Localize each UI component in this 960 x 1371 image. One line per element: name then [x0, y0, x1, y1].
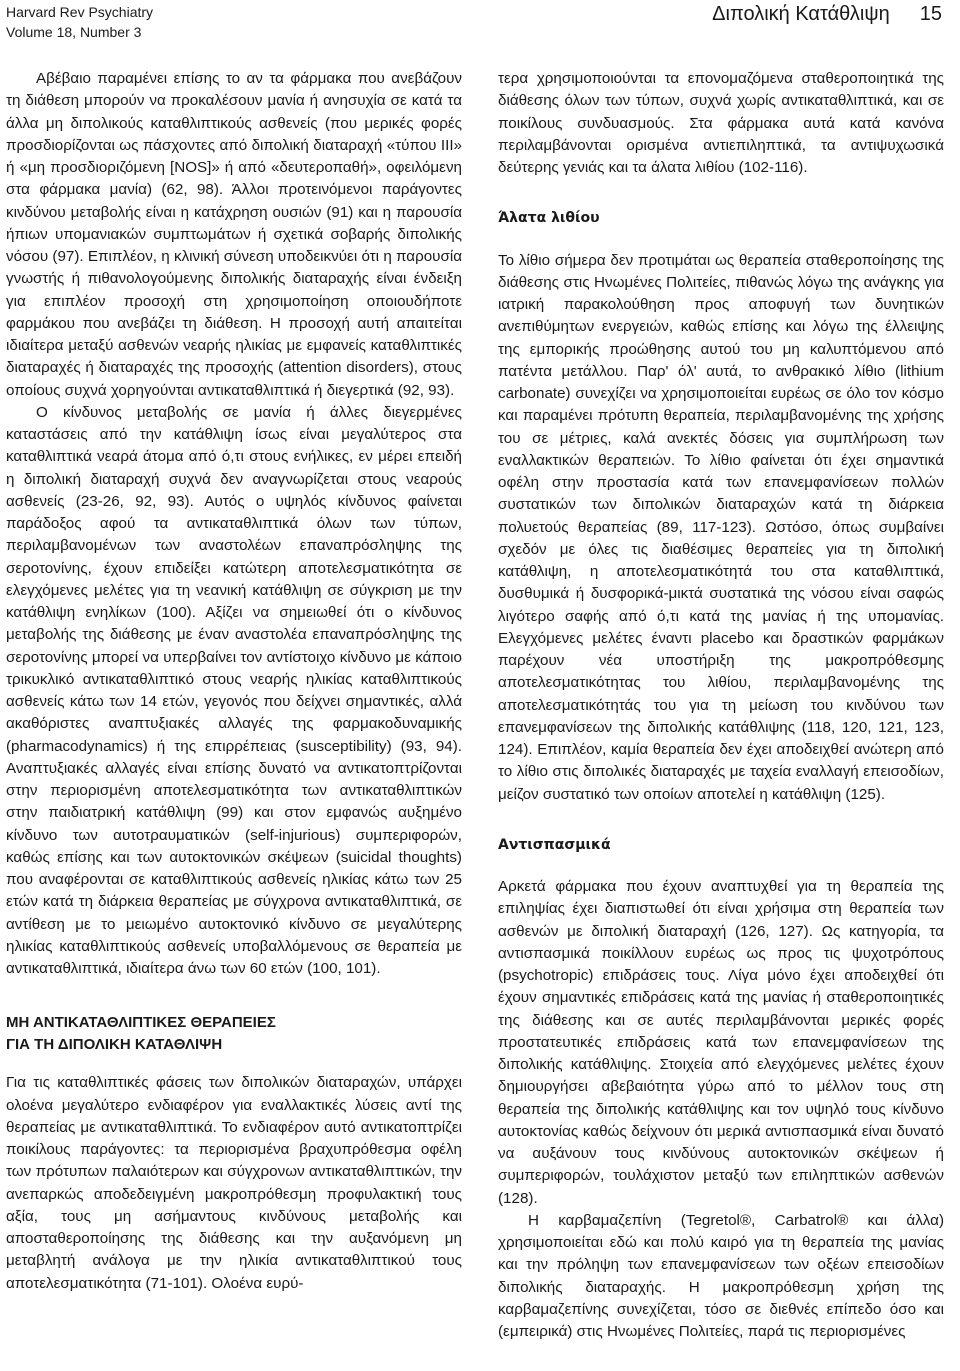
- paragraph: Αβέβαιο παραμένει επίσης το αν τα φάρμακα που ανεβάζουν τη διάθεση μπορούν να προκαλέσουν μανία ή ανησυχία σε κατά τα άλλα μη διπολικούς καταθλιπτικούς ασθενείς (που μερικές φορές προσδιορίζονται ως πάσχοντες από διπολική διαταραχή «τύπου ΙΙΙ» ή «μη προσδιοριζόμενη [NOS]» ή από «δευτεροπαθή», οφειλόμενη στα φάρμακα μανία) (62, 98). Άλλοι προτεινόμενοι παράγοντες κινδύνου μεταβολής είναι η κατάχρηση ουσιών (91) και η παρουσία ήπιων υπομανιακών συμπτωμάτων ή σχετικά σοβαρής διπολικής νόσου (97). Επιπλέον, η κλινική σύνεση υποδεικνύει ότι η παρουσία γνωστής ή πιθανολογούμενης διπολικής διαταραχής είναι ένδειξη για επιπλέον προσοχή στη χρησιμοποίηση οποιουδήποτε φαρμάκου που ανεβάζει τη διάθεση. Η προσοχή αυτή απαιτείται ιδιαίτερα μεταξύ ασθενών νεαρής ηλικίας με εμφανείς καταθλιπτικές διαταραχές ή διαταραχές της προσοχής (attention disorders), στους οποίους συχνά χορηγούνται αντικαταθλιπτικά ή διεγερτικά (92, 93).: [6, 70, 462, 399]
- paragraph: Για τις καταθλιπτικές φάσεις των διπολικών διαταραχών, υπάρχει ολοένα μεγαλύτερο ενδιαφέρον για εναλλακτικές λύσεις αντί της θεραπείας με αντικαταθλιπτικά. Το ενδιαφέρον αυτό αντικατοπτρίζει ποικίλους παράγοντες: τα περιορισμένα βραχυπρόθεσμα οφέλη των πρότυπων παλαιότερων και σύγχρονων αντικαταθλιπτικών, την ανεπαρκώς αποδεδειγμένη μακροπρόθεσμη προφυλακτική τους αξία, τους μη ασήμαντους κινδύνους μεταβολής και αποσταθεροποίησης της διάθεσης και την αυξανόμενη μη μεταβλητή ανάλογα με την ηλικία αντικαταθλιπτικού τους αποτελεσματικότητα (71-101). Ολοένα ευρύ-: [6, 1074, 462, 1292]
- paragraph: Η καρβαμαζεπίνη (Tegretol®, Carbatrol® και άλλα) χρησιμοποιείται εδώ και πολύ καιρό για τη θεραπεία της μανίας και την πρόληψη των επανεμφανίσεων των οξέων επεισοδίων διπολικής διαταραχής. Η μακροπρόθεσμη χρήση της καρβαμαζεπίνης συνεχίζεται, τόσο σε διεθνές επίπεδο όσο και (εμπειρικά) στις Ηνωμένες Πολιτείες, παρά τις περιορισμένες: [498, 1211, 944, 1340]
- section-title: Διπολική Κατάθλιψη: [712, 3, 890, 25]
- paragraph: τερα χρησιμοποιούνται τα επονομαζόμενα σταθεροποιητικά της διάθεσης όλων των τύπων, συχνά χωρίς αντικαταθλιπτικά, και σε ποικίλους συνδυασμούς. Στα φάρμακα αυτά κατά κανόνα περιλαμβάνονται ορισμένα αντιεπιληπτικά, τα αντιψυχωσικά δεύτερης γενιάς και τα άλατα λιθίου (102-116).: [498, 70, 944, 176]
- subsection-heading-lithium: Άλατα λιθίου: [498, 210, 600, 227]
- running-header-right: [712, 2, 942, 26]
- paragraph: Το λίθιο σήμερα δεν προτιμάται ως θεραπεία σταθεροποίησης της διάθεσης στις Ηνωμένες Πολιτείες, πιθανώς λόγω της ανάγκης για ιατρική παρακολούθηση προς αποφυγή των δυνητικών ανεπιθύμητων ενεργειών, καθώς επίσης και λόγω της έλλειψης της εμπορικής προώθησης αυτού του μη καλυπτόμενου από πατέντα μετάλλου. Παρ' όλ' αυτά, το ανθρακικό λίθιο (lithium carbonate) συνεχίζει να χρησιμοποιείται ευρέως σε όλο τον κόσμο και παραμένει πρότυπη θεραπεία, περιλαμβανομένης της χρήσης του σε μέτριες, καλά ανεκτές δόσεις για συμπλήρωση των εναλλακτικών θεραπειών. Το λίθιο φαίνεται ότι έχει σημαντικά οφέλη στην προστασία κατά των επανεμφανίσεων πολλών συστατικών των διπολικών διαταραχών κατά τη διάρκεια πολυετούς θεραπείας (89, 117-123). Ωστόσο, όπως συμβαίνει σχεδόν με όλες τις διαθέσιμες θεραπείες για τη διπολική κατάθλιψη, η αποτελεσματικότητά του στα καταθλιπτικά, δυσθυμικά ή δυσφορικά-μικτά συστατικά της νόσου είναι σαφώς λιγότερο σαφής από ό,τι κατά της μανίας ή της υπομανίας. Ελεγχόμενες μελέτες έναντι placebo και δραστικών φαρμάκων παρέχουν νέα υποστήριξη της μακροπρόθεσμης αποτελεσματικότητας του λιθίου, περιλαμβανομένης της αποτελεσματικότητάς του για τη μείωση του κινδύνου των επανεμφανίσεων της διπολικής κατάθλιψης (118, 120, 121, 123, 124). Επιπλέον, καμία θεραπεία δεν έχει αποδειχθεί ανώτερη από το λίθιο στις διπολικές διαταραχές με ταχεία εναλλαγή επεισοδίων, μείζον συστατικό των οποίων αποτελεί η κατάθλιψη (125).: [498, 251, 944, 803]
- volume-info: Volume 18, Number 3: [6, 24, 142, 40]
- section-heading-line1: ΜΗ ΑΝΤΙΚΑΤΑΘΛΙΠΤΙΚΕΣ ΘΕΡΑΠΕΙΕΣ: [6, 1014, 276, 1032]
- subsection-heading-anticonvulsants: Αντισπασμικά: [498, 836, 611, 853]
- left-column: [6, 68, 462, 1295]
- journal-name: Harvard Rev Psychiatry: [6, 4, 154, 20]
- page-number: 15: [919, 3, 942, 25]
- section-heading-line2: ΓΙΑ ΤΗ ΔΙΠΟΛΙΚΗ ΚΑΤΑΘΛΙΨΗ: [6, 1036, 223, 1054]
- paragraph: Ο κίνδυνος μεταβολής σε μανία ή άλλες διεγερμένες καταστάσεις από την κατάθλιψη ίσως είναι μεγαλύτερος στα καταθλιπτικά νεαρά άτομα από ό,τι στους ενήλικες, εν μέρει επειδή η διπολική διαταραχή συχνά δεν αναγνωρίζεται στους νεαρούς ασθενείς (23-26, 92, 93). Αυτός ο υψηλός κίνδυνος φαίνεται παράδοξος αφού τα αντικαταθλιπτικά όλων των τύπων, περιλαμβανομένων των αναστολέων επαναπρόσληψης της σεροτονίνης, έχουν επιδείξει κατώτερη αποτελεσματικότητα σε ελεγχόμενες μελέτες για τη νεανική κατάθλιψη σε σύγκριση με την κατάθλιψη ενηλίκων (100). Αξίζει να σημειωθεί ότι ο κίνδυνος μεταβολής της διάθεσης με έναν αναστολέα επαναπρόσληψης της σεροτονίνης μπορεί να υπερβαίνει τον αντίστοιχο κίνδυνο με κάποιο τρικυκλικό αντικαταθλιπτικό στους νεαρής ηλικίας καταθλιπτικούς ασθενείς κάτω των 14 ετών, γεγονός που δείχνει σημαντικές, αλλά ακαθόριστες αναπτυξιακές αλλαγές της φαρμακοδυναμικής (pharmacodynamics) ή της επιρρέπειας (susceptibility) (93, 94). Αναπτυξιακές αλλαγές είναι επίσης δυνατό να αντικατοπτρίζονται στην περιορισμένη αποτελεσματικότητα των αντικαταθλιπτικών στην παιδιατρική κατάθλιψη (99) και στον εμφανώς αυξημένο κίνδυνο των αυτοτραυματικών (self-injurious) συμπεριφορών, καθώς επίσης και των αυτοκτονικών σκέψεων (suicidal thoughts) που αναφέρονται σε καταθλιπτικούς ασθενείς ηλικίας κάτω των 25 ετών κατά τη διάρκεια θεραπείας με σύγχρονα αντικαταθλιπτικά, σε αντίθεση με το μειωμένο αυτοκτονικό κίνδυνο σε μεγαλύτερης ηλικίας καταθλιπτικούς ασθενείς υποβαλλόμενους σε θεραπεία με αντικαταθλιπτικά, ιδιαίτερα άνω των 60 ετών (100, 101).: [6, 403, 462, 977]
- right-column: [498, 68, 944, 1343]
- running-header-left: [6, 2, 153, 42]
- paragraph: Αρκετά φάρμακα που έχουν αναπτυχθεί για τη θεραπεία της επιληψίας έχει διαπιστωθεί ότι είναι χρήσιμα στη θεραπεία των ασθενών με διπολική διαταραχή (126, 127). Ως κατηγορία, τα αντισπασμικά ποικίλλουν ευρέως ως προς τις ψυχοτρόπους (psychotropic) επιδράσεις τους. Λίγα μόνο έχει αποδειχθεί ότι έχουν σημαντικές επιδράσεις κατά της μανίας ή σταθεροποιητικές της διάθεσης και σε αυτές περιλαμβάνονται μερικές φορές προστατευτικές επιδράσεις κατά των επανεμφανίσεων της διπολικής κατάθλιψης. Στοιχεία από ελεγχόμενες μελέτες έχουν δημιουργήσει αβεβαιότητα γύρω από το μέλλον τους στη θεραπεία της διπολικής κατάθλιψης και τον υψηλό τους κίνδυνο αυτοκτονίας καθώς δείχνουν ότι μερικά αντισπασμικά είναι δυνατό να αυξάνουν τους κινδύνους αυτοκτονικών σκέψεων ή συμπεριφορών, τουλάχιστον μεταξύ των επιληπτικών ασθενών (128).: [498, 878, 944, 1207]
